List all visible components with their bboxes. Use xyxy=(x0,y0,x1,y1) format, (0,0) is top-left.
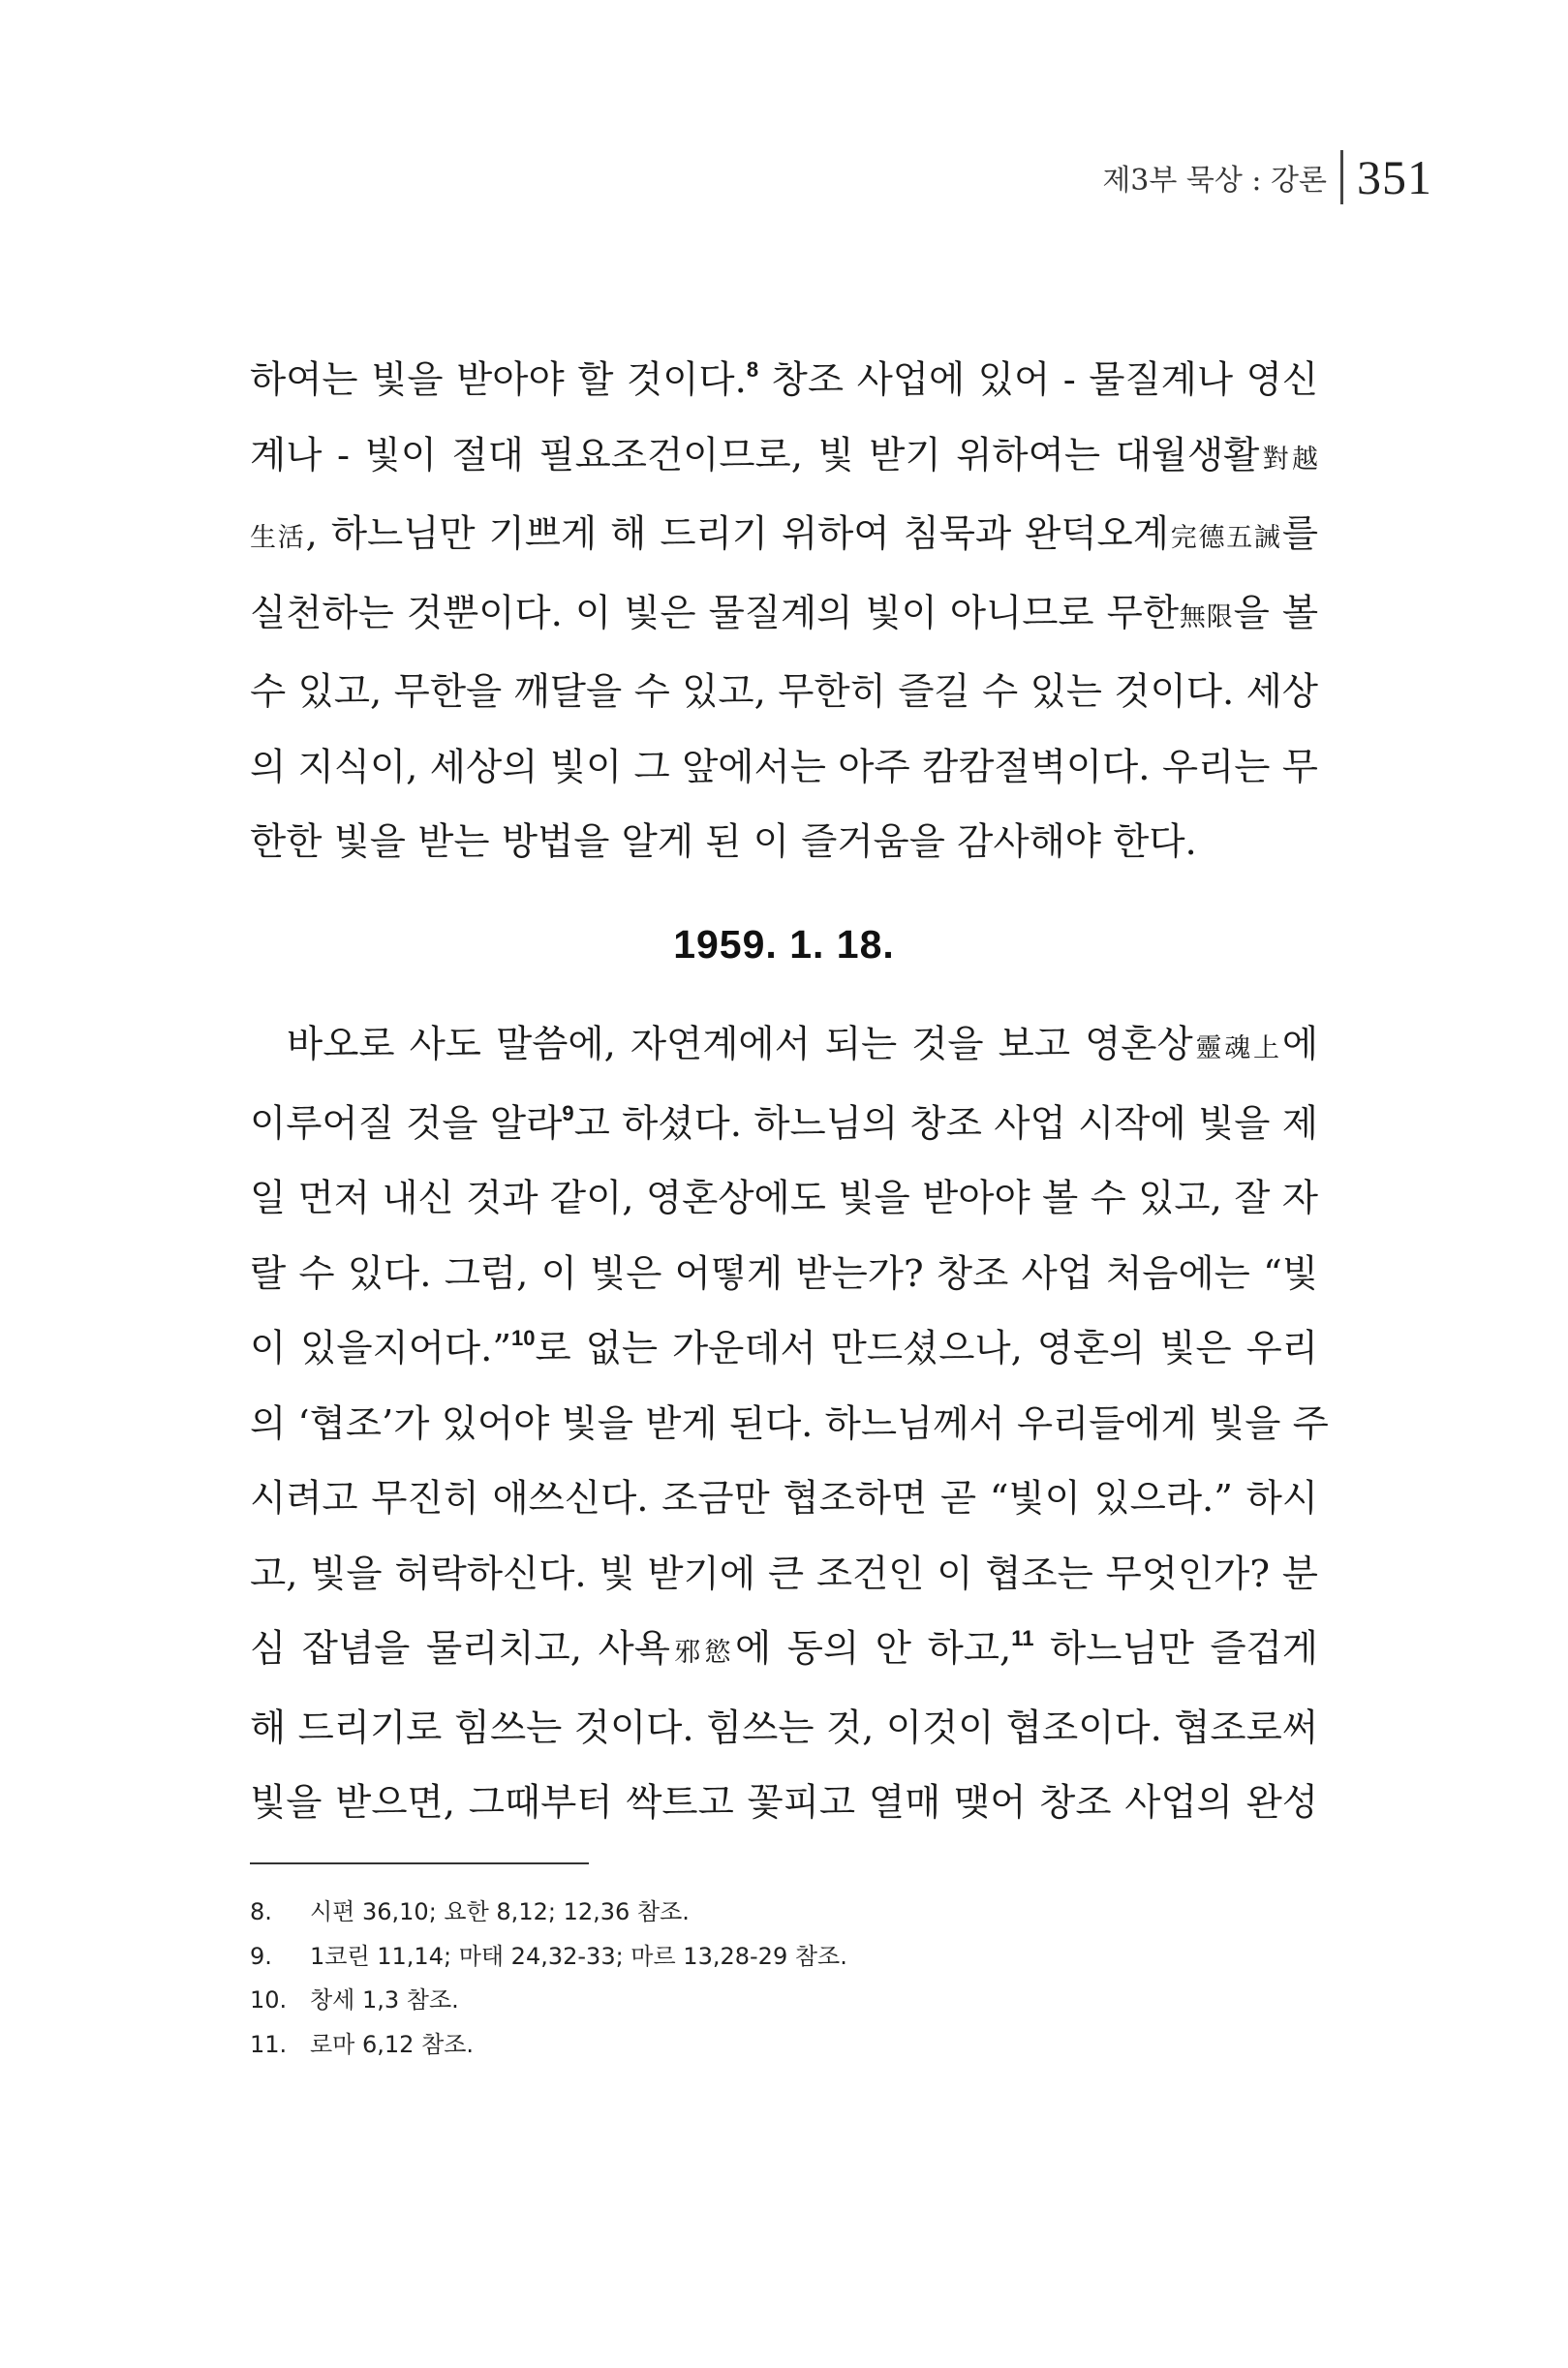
hanja-gloss: 完德五誡 xyxy=(1168,523,1282,553)
text-run: 를 xyxy=(1281,512,1319,556)
text-run: 바오로 사도 말씀에, 자연계에서 되는 것을 보고 영혼상 xyxy=(287,1023,1193,1066)
entry-date-heading: 1959. 1. 18. xyxy=(673,922,895,967)
footnote-number: 10. xyxy=(250,1986,288,2014)
text-run: 에 xyxy=(1281,1023,1319,1066)
text-line xyxy=(250,1461,1318,1537)
text-run: 의 지식이, 세상의 빛이 그 앞에서는 아주 캄캄절벽이다. 우리는 무 xyxy=(250,745,1318,789)
footnote-text: 창세 1,3 참조. xyxy=(310,1986,459,2014)
text-run: 고 하셨다. 하느님의 창조 사업 시작에 빛을 제 xyxy=(573,1101,1319,1146)
text-run: 하여는 빛을 받아야 할 것이다. xyxy=(250,358,747,402)
text-line xyxy=(250,655,1318,730)
text-run: 로 없는 가운데서 만드셨으나, 영혼의 빛은 우리 xyxy=(535,1327,1319,1370)
text-line xyxy=(250,1007,1318,1087)
entry-paragraph xyxy=(250,1007,1329,1841)
intro-paragraph xyxy=(250,343,1318,880)
footnote-text: 1코린 11,14; 마태 24,32-33; 마르 13,28-29 참조. xyxy=(310,1942,847,1970)
text-run: , 하느님만 기쁘게 해 드리기 위하여 침묵과 완덕오계 xyxy=(305,512,1169,556)
text-line xyxy=(250,1087,1318,1162)
intro-paragraph-block xyxy=(250,343,1318,880)
text-line xyxy=(250,1537,1318,1613)
footnote-item xyxy=(250,1935,1318,1980)
text-run: 고, 빛을 허락하신다. 빛 받기에 큰 조건인 이 협조는 무엇인가? 분 xyxy=(250,1552,1318,1596)
footnote-ref[interactable]: 11 xyxy=(1011,1626,1034,1650)
text-run: 일 먼저 내신 것과 같이, 영혼상에도 빛을 받아야 볼 수 있고, 잘 자 xyxy=(250,1177,1318,1220)
text-run: 해 드리기로 힘쓰는 것이다. 힘쓰는 것, 이것이 협조이다. 협조로써 xyxy=(250,1706,1318,1750)
footnote-item xyxy=(250,1891,1318,1935)
text-line xyxy=(250,1311,1318,1387)
hanja-gloss: 生活 xyxy=(250,523,306,553)
page-number: 351 xyxy=(1357,150,1432,204)
text-run: 을 볼 xyxy=(1233,591,1319,635)
entry-paragraph-block xyxy=(250,1007,1329,1841)
hanja-gloss: 邪慾 xyxy=(669,1638,736,1668)
footnote-ref[interactable]: 10 xyxy=(511,1326,536,1350)
text-run: 수 있고, 무한을 깨달을 수 있고, 무한히 즐길 수 있는 것이다. 세상 xyxy=(250,670,1318,714)
footnote-number: 11. xyxy=(250,2030,288,2058)
text-line xyxy=(250,1237,1318,1312)
section-title: 제3부 묵상 : 강론 xyxy=(1102,164,1327,198)
running-head xyxy=(1102,145,1432,209)
text-line xyxy=(250,343,1318,418)
footnote-separator xyxy=(250,1862,589,1864)
footnote-text: 로마 6,12 참조. xyxy=(310,2030,475,2058)
hanja-gloss: 靈魂上 xyxy=(1192,1033,1282,1063)
header-divider xyxy=(1340,150,1343,204)
text-run: 빛을 받으면, 그때부터 싹트고 꽃피고 열매 맺어 창조 사업의 완성 xyxy=(250,1781,1318,1825)
text-run: 계나 - 빛이 절대 필요조건이므로, 빛 받기 위하여는 대월생활 xyxy=(250,433,1260,477)
text-run: 랄 수 있다. 그럼, 이 빛은 어떻게 받는가? 창조 사업 처음에는 “빛 xyxy=(250,1251,1318,1296)
text-line xyxy=(250,1161,1318,1237)
text-run: 한한 빛을 받는 방법을 알게 된 이 즐거움을 감사해야 한다. xyxy=(250,820,1197,864)
footnote-item xyxy=(250,2023,1318,2068)
footnote-text: 시편 36,10; 요한 8,12; 12,36 참조. xyxy=(310,1898,690,1925)
text-run: 에 동의 안 하고, xyxy=(735,1627,1012,1671)
footnotes xyxy=(250,1891,1318,2067)
footnote-item xyxy=(250,1979,1318,2023)
hanja-gloss: 對越 xyxy=(1259,444,1318,475)
footnote-ref[interactable]: 8 xyxy=(746,357,759,382)
footnote-ref[interactable]: 9 xyxy=(562,1100,574,1125)
footnote-number: 8. xyxy=(250,1898,272,1925)
text-line xyxy=(250,418,1318,498)
text-run: 창조 사업에 있어 - 물질계나 영신 xyxy=(758,358,1319,402)
text-run: 하느님만 즐겁게 xyxy=(1033,1627,1318,1671)
text-line xyxy=(250,1387,1329,1462)
text-run: 의 ‘협조’가 있어야 빛을 받게 된다. 하느님께서 우리들에게 빛을 주 xyxy=(250,1401,1329,1446)
text-line xyxy=(250,1766,1318,1841)
text-run: 이 있을지어다.” xyxy=(250,1327,512,1370)
text-run: 실천하는 것뿐이다. 이 빛은 물질계의 빛이 아니므로 무한 xyxy=(250,591,1180,635)
text-line xyxy=(250,805,1318,880)
text-run: 심 잡념을 물리치고, 사욕 xyxy=(250,1627,670,1671)
footnote-number: 9. xyxy=(250,1942,272,1970)
text-line xyxy=(250,1612,1318,1691)
text-line xyxy=(250,730,1318,806)
text-run: 시려고 무진히 애쓰신다. 조금만 협조하면 곧 “빛이 있으라.” 하시 xyxy=(250,1477,1318,1521)
hanja-gloss: 無限 xyxy=(1179,601,1234,632)
text-line xyxy=(250,576,1318,656)
text-run: 이루어질 것을 알라 xyxy=(250,1101,563,1146)
text-line xyxy=(250,1691,1318,1767)
text-line xyxy=(250,497,1318,576)
